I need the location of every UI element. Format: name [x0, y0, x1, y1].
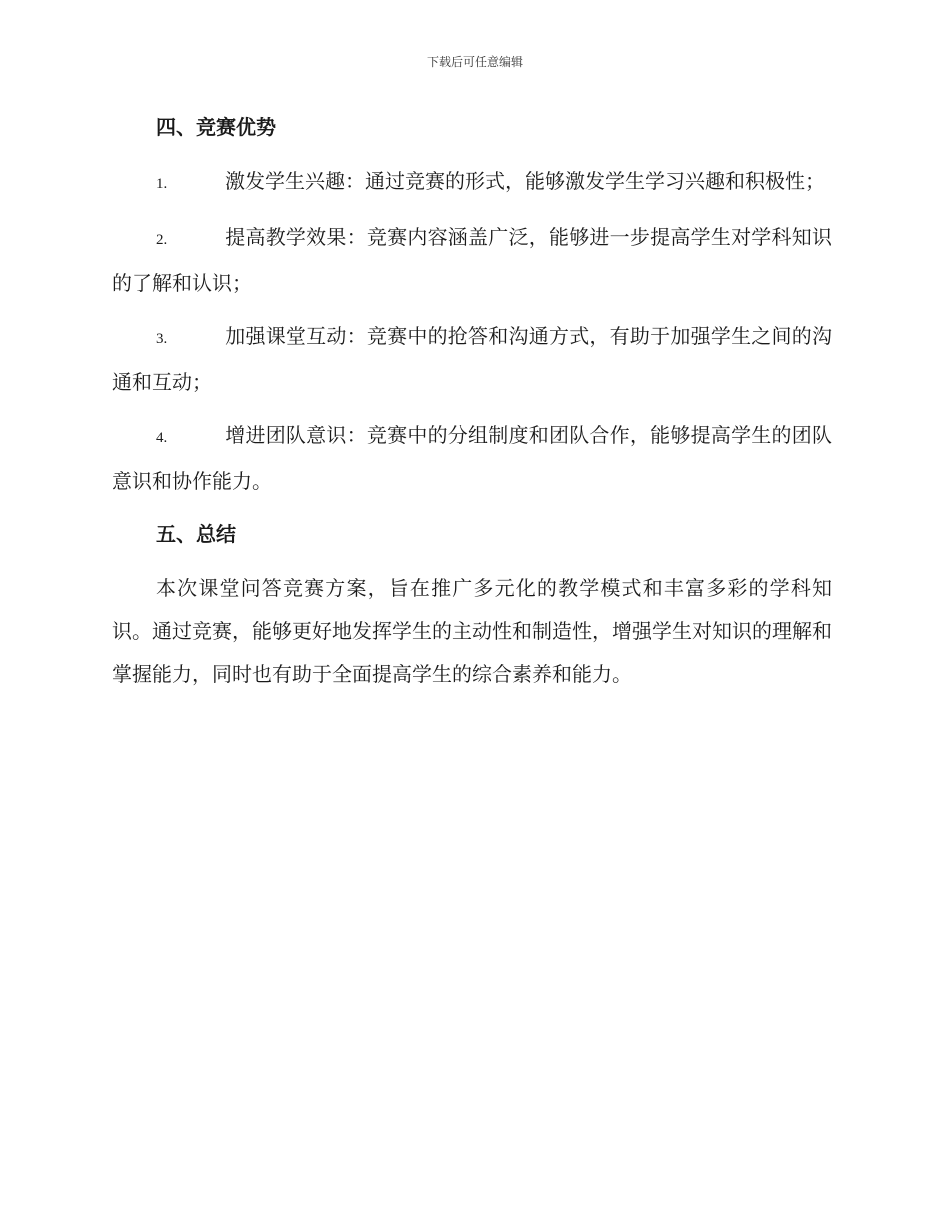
document-body	[112, 112, 832, 696]
section-heading-advantages: 四、竞赛优势	[156, 115, 276, 139]
list-item-number: 3.	[156, 331, 168, 347]
list-item-number: 4.	[156, 430, 168, 446]
summary-paragraph: 本次课堂问答竞赛方案，旨在推广多元化的教学模式和丰富多彩的学科知识。通过竞赛，能够更好地发挥学生的主动性和制造性，增强学生对知识的理解和掌握能力，同时也有助于全面提高学生的综合素养和能力。	[112, 576, 832, 686]
list-item-text: 加强课堂互动：竞赛中的抢答和沟通方式，有助于加强学生之间的沟通和互动；	[112, 324, 832, 394]
page-header: 下载后可任意编辑	[426, 55, 523, 69]
list-item-number: 2.	[156, 232, 168, 248]
list-item	[112, 315, 832, 404]
list-item-number: 1.	[156, 176, 168, 192]
list-item-text: 激发学生兴趣：通过竞赛的形式，能够激发学生学习兴趣和积极性；	[225, 169, 825, 193]
section-heading-summary: 五、总结	[156, 522, 236, 546]
list-item	[112, 414, 832, 503]
list-item	[112, 216, 832, 305]
list-item	[112, 160, 832, 206]
list-item-text: 提高教学效果：竞赛内容涵盖广泛，能够进一步提高学生对学科知识的了解和认识；	[112, 225, 832, 295]
list-item-text: 增进团队意识：竞赛中的分组制度和团队合作，能够提高学生的团队意识和协作能力。	[112, 423, 832, 493]
